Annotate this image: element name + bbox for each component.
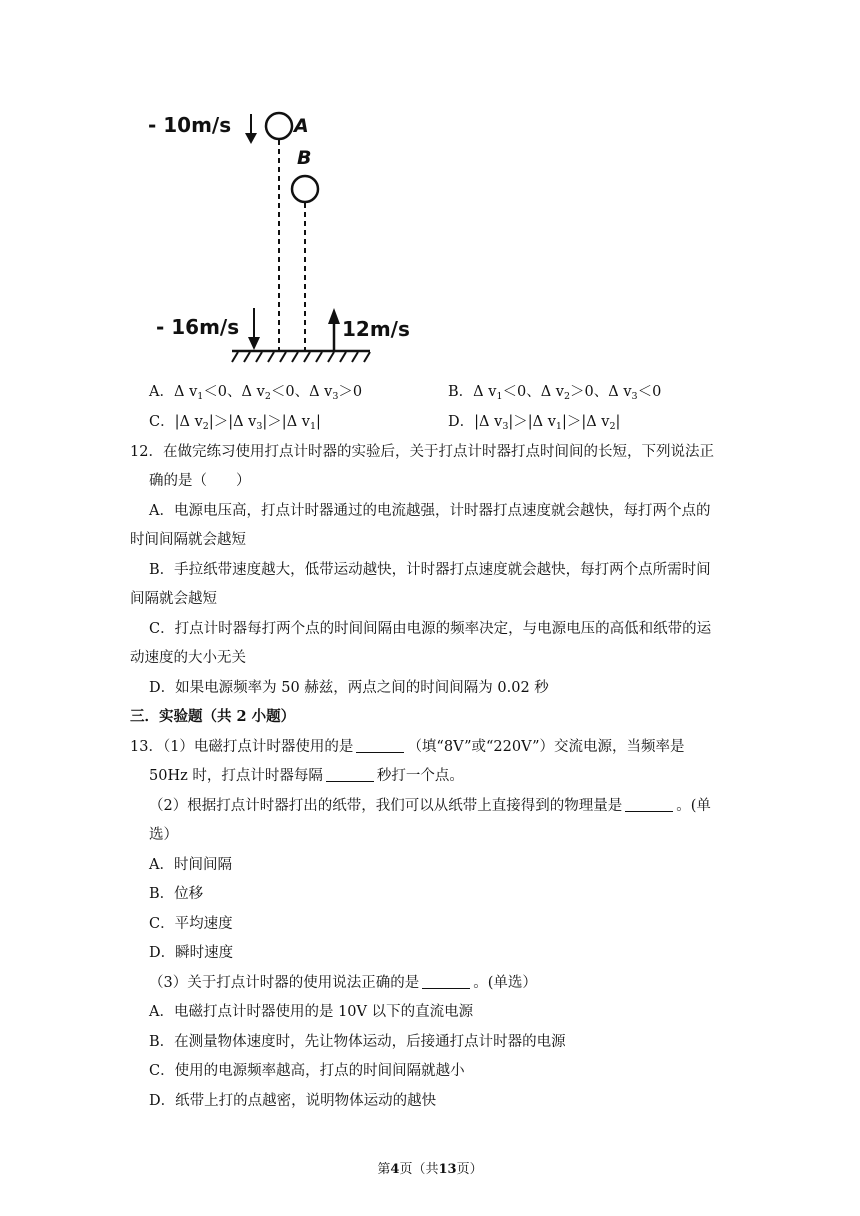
- q13-part1-line1: 13．（1）电磁打点计时器使用的是 （填“8V”或“220V”）交流电源，当频率是: [130, 739, 685, 755]
- q11-option-B: B．Δ $v_1<0$、Δ $v_2>0$、Δ $v_3<0$: [448, 384, 662, 402]
- arrow-up-head: [328, 308, 340, 324]
- q11-option-C: C．|Δ $v_2|>|\Delta$ $v_3|>|\Delta$ $v_1|$: [149, 414, 321, 432]
- q11-option-D: D．|Δ $v_3|>|\Delta$ $v_1|>|\Delta$ $v_2|$: [448, 414, 621, 432]
- ground-hatching: [232, 352, 370, 362]
- q12-option-B-line2: 间隔就会越短: [130, 591, 217, 607]
- ball-B: [292, 176, 318, 202]
- q13-part2-option-D: D．瞬时速度: [149, 945, 234, 961]
- q12-option-A-line2: 时间间隔就会越短: [130, 532, 246, 548]
- velocity-label-bottom-right: 12m/s: [342, 317, 410, 341]
- velocity-label-bottom-left: - 16m/s: [156, 315, 240, 339]
- q13-part2-line1: （2）根据打点计时器打出的纸带，我们可以从纸带上直接得到的物理量是 。(单: [149, 798, 711, 814]
- q13-part2-option-A: A．时间间隔: [149, 857, 232, 873]
- q12-option-D: D．如果电源频率为 50 赫兹，两点之间的时间间隔为 0.02 秒: [149, 680, 549, 696]
- q13-part2-option-C: C．平均速度: [149, 916, 233, 932]
- answer-blank[interactable]: [422, 974, 470, 989]
- arrow-top-head: [245, 133, 257, 144]
- page-footer: 第4页（共13页）: [377, 1162, 483, 1177]
- q12-option-C-line1: C．打点计时器每打两个点的时间间隔由电源的频率决定，与电源电压的高低和纸带的运: [149, 621, 712, 637]
- q12-option-B-line1: B．手拉纸带速度越大，低带运动越快，计时器打点速度就会越快，每打两个点所需时间: [149, 562, 711, 578]
- q12-stem-line1: 12．在做完练习使用打点计时器的实验后，关于打点计时器打点时间间的长短，下列说法正: [130, 444, 714, 460]
- q11-option-A: A．Δ $v_1<0$、Δ $v_2<0$、Δ $v_3>0$: [149, 384, 363, 402]
- total-pages: 13: [438, 1162, 457, 1177]
- arrow-down-head: [248, 337, 260, 350]
- page-number: 4: [390, 1162, 400, 1177]
- q12-option-A-line1: A．电源电压高，打点计时器通过的电流越强，计时器打点速度就会越快，每打两个点的: [149, 503, 711, 519]
- velocity-label-top: - 10m/s: [148, 113, 232, 137]
- motion-figure: [148, 100, 428, 370]
- q13-part3-option-D: D．纸带上打的点越密，说明物体运动的越快: [149, 1093, 437, 1109]
- ball-A: [266, 113, 292, 139]
- q13-part2-line2: 选）: [149, 827, 178, 843]
- q12-option-C-line2: 动速度的大小无关: [130, 650, 246, 666]
- q13-part3-line1: （3）关于打点计时器的使用说法正确的是 。(单选）: [149, 975, 537, 991]
- q13-part3-option-A: A．电磁打点计时器使用的是 10V 以下的直流电源: [149, 1004, 474, 1020]
- label-A: A: [294, 115, 309, 137]
- label-B: B: [297, 147, 312, 169]
- answer-blank[interactable]: [356, 738, 404, 753]
- q13-part3-option-B: B．在测量物体速度时，先让物体运动，后接通打点计时器的电源: [149, 1034, 566, 1050]
- q12-stem-line2: 确的是（ ）: [149, 473, 251, 489]
- answer-blank[interactable]: [326, 767, 374, 782]
- q13-part3-option-C: C．使用的电源频率越高，打点的时间间隔就越小: [149, 1063, 465, 1079]
- q13-part2-option-B: B．位移: [149, 886, 204, 902]
- answer-blank[interactable]: [625, 797, 673, 812]
- q13-part1-line2: 50Hz 时，打点计时器每隔 秒打一个点。: [149, 768, 464, 784]
- section-heading: 三．实验题（共 2 小题）: [130, 708, 296, 725]
